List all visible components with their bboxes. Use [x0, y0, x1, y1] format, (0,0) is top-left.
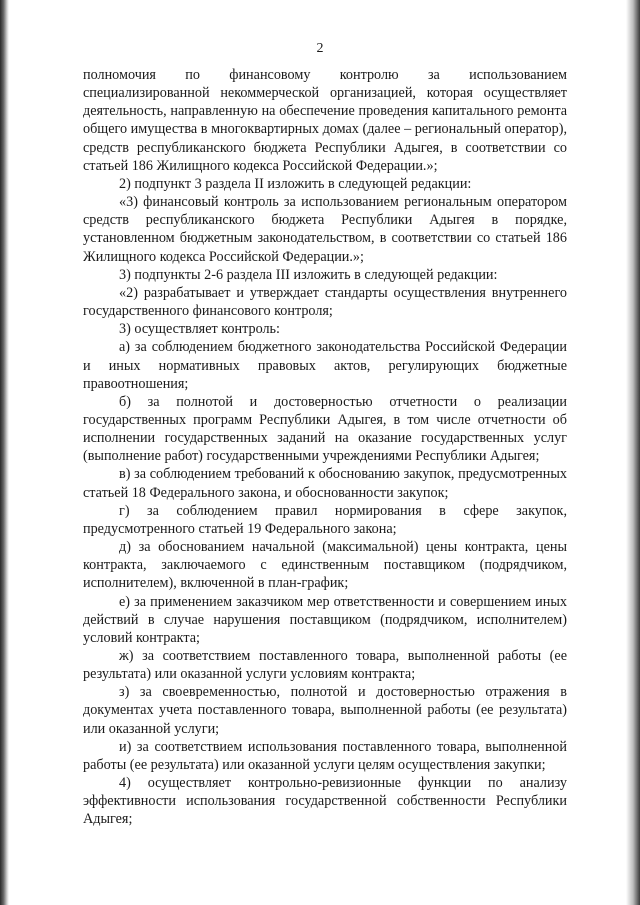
paragraph: 4) осуществляет контрольно-ревизионные функции по анализу эффективности использования государственной собственности Республики Адыгея; [83, 775, 567, 828]
paragraph: 2) подпункт 3 раздела II изложить в следующей редакции: [119, 175, 472, 192]
paragraph: полномочия по финансовому контролю за использованием специализированной некоммерческой организацией, которая осуществляет деятельность, направленную на обеспечение проведения капитального ремонта общего имущества в многоквартирных домах (далее – региональный оператор), средств республиканского бюджета Республики Адыгея, в соответствии со статьей 186 Жилищного кодекса Российской Федерации.»; [83, 67, 567, 174]
scan-edge-left [0, 0, 9, 905]
paragraph: а) за соблюдением бюджетного законодательства Российской Федерации и иных нормативных правовых актов, регулирующих бюджетные правоотношения; [83, 339, 567, 392]
paragraph: «3) финансовый контроль за использованием региональным оператором средств республиканского бюджета Республики Адыгея в порядке, установленном бюджетным законодательством, в соответствии со статьей 186 Жилищного кодекса Российской Федерации.»; [83, 194, 567, 265]
document-body [83, 66, 567, 829]
page-number: 2 [316, 41, 324, 56]
paragraph: з) за своевременностью, полнотой и достоверностью отражения в документах учета поставленного товара, выполненной работы (ее результата) или оказанной услуги; [83, 684, 567, 737]
scan-edge-right [626, 0, 640, 905]
paragraph: в) за соблюдением требований к обоснованию закупок, предусмотренных статьей 18 Федерального закона, и обоснованности закупок; [83, 466, 567, 501]
paragraph: е) за применением заказчиком мер ответственности и совершением иных действий в случае нарушения поставщиком (подрядчиком, исполнителем) условий контракта; [83, 593, 567, 646]
paragraph: и) за соответствием использования поставленного товара, выполненной работы (ее результата) или оказанной услуги целям осуществления закупки; [83, 738, 567, 773]
paragraph: 3) осуществляет контроль: [119, 321, 280, 338]
paragraph: д) за обоснованием начальной (максимальной) цены контракта, цены контракта, заключаемого с единственным поставщиком (подрядчиком, исполнителем), включенной в план-график; [83, 539, 567, 592]
paragraph: «2) разрабатывает и утверждает стандарты осуществления внутреннего государственного финансового контроля; [83, 284, 567, 320]
paragraph: г) за соблюдением правил нормирования в сфере закупок, предусмотренного статьей 19 Федерального закона; [83, 502, 567, 537]
paragraph: 3) подпункты 2-6 раздела III изложить в следующей редакции: [119, 266, 498, 283]
paragraph: ж) за соответствием поставленного товара, выполненной работы (ее результата) или оказанной услуги условиям контракта; [83, 648, 567, 683]
paragraph: б) за полнотой и достоверностью отчетности о реализации государственных программ Республики Адыгея, в том числе отчетности об исполнении государственных заданий на оказание государственных услуг (выполнение работ) государственными учреждениями Республики Адыгея; [83, 393, 567, 465]
